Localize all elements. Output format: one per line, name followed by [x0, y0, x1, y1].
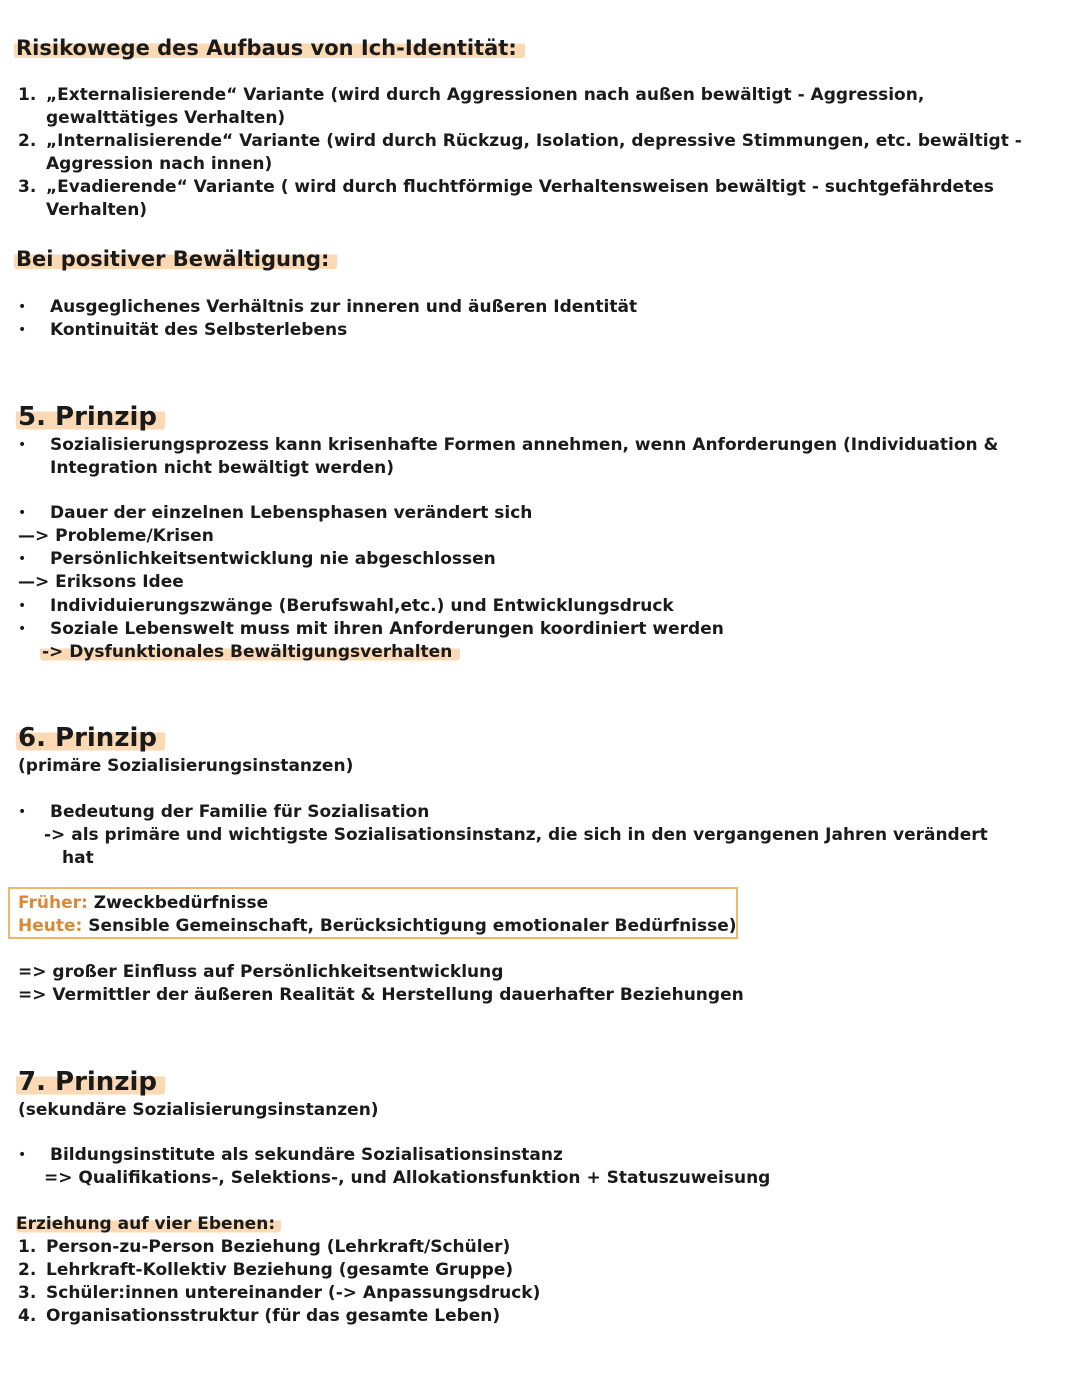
positive-item: Kontinuität des Selbsterlebens [50, 320, 348, 340]
p5-bullet: Dauer der einzelnen Lebensphasen verändert sich [50, 503, 533, 523]
level-item: Person-zu-Person Beziehung (Lehrkraft/Schüler) [46, 1237, 511, 1257]
p6-subtitle: (primäre Sozialisierungsinstanzen) [18, 756, 354, 776]
level-item: Schüler:innen untereinander (-> Anpassungsdruck) [46, 1283, 541, 1303]
p6-arrow-line: -> als primäre und wichtigste Sozialisationsinstanz, die sich in den vergangenen Jahren verändert [44, 825, 988, 845]
principle-6-title: 6. Prinzip [16, 721, 165, 755]
p6-bullet: Bedeutung der Familie für Sozialisation [50, 802, 430, 822]
bullet-icon: • [18, 598, 27, 614]
level-number: 4. [18, 1306, 37, 1326]
level-number: 3. [18, 1283, 37, 1303]
positive-heading: Bei positiver Bewältigung: [14, 244, 337, 274]
levels-heading: Erziehung auf vier Ebenen: [16, 1213, 281, 1236]
p5-bullet-line: Sozialisierungsprozess kann krisenhafte Formen annehmen, wenn Anforderungen (Individuation & [50, 435, 999, 455]
bullet-icon: • [18, 551, 27, 567]
level-item: Organisationsstruktur (für das gesamte Leben) [46, 1306, 501, 1326]
risk-item-number: 3. [18, 177, 37, 197]
level-number: 2. [18, 1260, 37, 1280]
box-line-frueher: Früher: Zweckbedürfnisse [18, 893, 269, 913]
p6-arrow-line: hat [62, 848, 94, 868]
p5-bullet: Soziale Lebenswelt muss mit ihren Anforderungen koordiniert werden [50, 619, 724, 639]
level-number: 1. [18, 1237, 37, 1257]
risk-item-line: gewalttätiges Verhalten) [46, 108, 286, 128]
box-line-heute: Heute: Sensible Gemeinschaft, Berücksichtigung emotionaler Bedürfnisse) [18, 916, 737, 936]
bullet-icon: • [18, 1147, 27, 1163]
bullet-icon: • [18, 621, 27, 637]
positive-item: Ausgeglichenes Verhältnis zur inneren und äußeren Identität [50, 297, 638, 317]
p6-implication: => Vermittler der äußeren Realität & Herstellung dauerhafter Beziehungen [18, 985, 744, 1005]
level-item: Lehrkraft-Kollektiv Beziehung (gesamte Gruppe) [46, 1260, 514, 1280]
p5-bullet: Individuierungszwänge (Berufswahl,etc.) und Entwicklungsdruck [50, 596, 674, 616]
p5-conclusion: -> Dysfunktionales Bewältigungsverhalten [40, 641, 460, 664]
principle-5-title: 5. Prinzip [16, 400, 165, 434]
risk-item-line: „Externalisierende“ Variante (wird durch Aggressionen nach außen bewältigt - Aggression, [46, 85, 925, 105]
principle-7-title: 7. Prinzip [16, 1065, 165, 1099]
p7-arrow: => Qualifikations-, Selektions-, und Allokationsfunktion + Statuszuweisung [44, 1168, 771, 1188]
risk-item-line: „Internalisierende“ Variante (wird durch Rückzug, Isolation, depressive Stimmungen, etc. bewältigt - [46, 131, 1022, 151]
risk-item-number: 2. [18, 131, 37, 151]
p5-arrow: —> Probleme/Krisen [18, 526, 214, 546]
bullet-icon: • [18, 804, 27, 820]
p7-bullet: Bildungsinstitute als sekundäre Sozialisationsinstanz [50, 1145, 563, 1165]
risk-item-line: Aggression nach innen) [46, 154, 273, 174]
p6-implication: => großer Einfluss auf Persönlichkeitsentwicklung [18, 962, 504, 982]
risk-item-line: Verhalten) [46, 200, 148, 220]
risk-item-number: 1. [18, 85, 37, 105]
p5-bullet-line: Integration nicht bewältigt werden) [50, 458, 394, 478]
bullet-icon: • [18, 437, 27, 453]
p7-subtitle: (sekundäre Sozialisierungsinstanzen) [18, 1100, 379, 1120]
p5-arrow: —> Eriksons Idee [18, 572, 184, 592]
risk-heading: Risikowege des Aufbaus von Ich-Identität: [14, 33, 525, 63]
bullet-icon: • [18, 299, 27, 315]
p5-bullet: Persönlichkeitsentwicklung nie abgeschlossen [50, 549, 496, 569]
bullet-icon: • [18, 322, 27, 338]
risk-item-line: „Evadierende“ Variante ( wird durch fluchtförmige Verhaltensweisen bewältigt - suchtgefährdetes [46, 177, 994, 197]
bullet-icon: • [18, 505, 27, 521]
